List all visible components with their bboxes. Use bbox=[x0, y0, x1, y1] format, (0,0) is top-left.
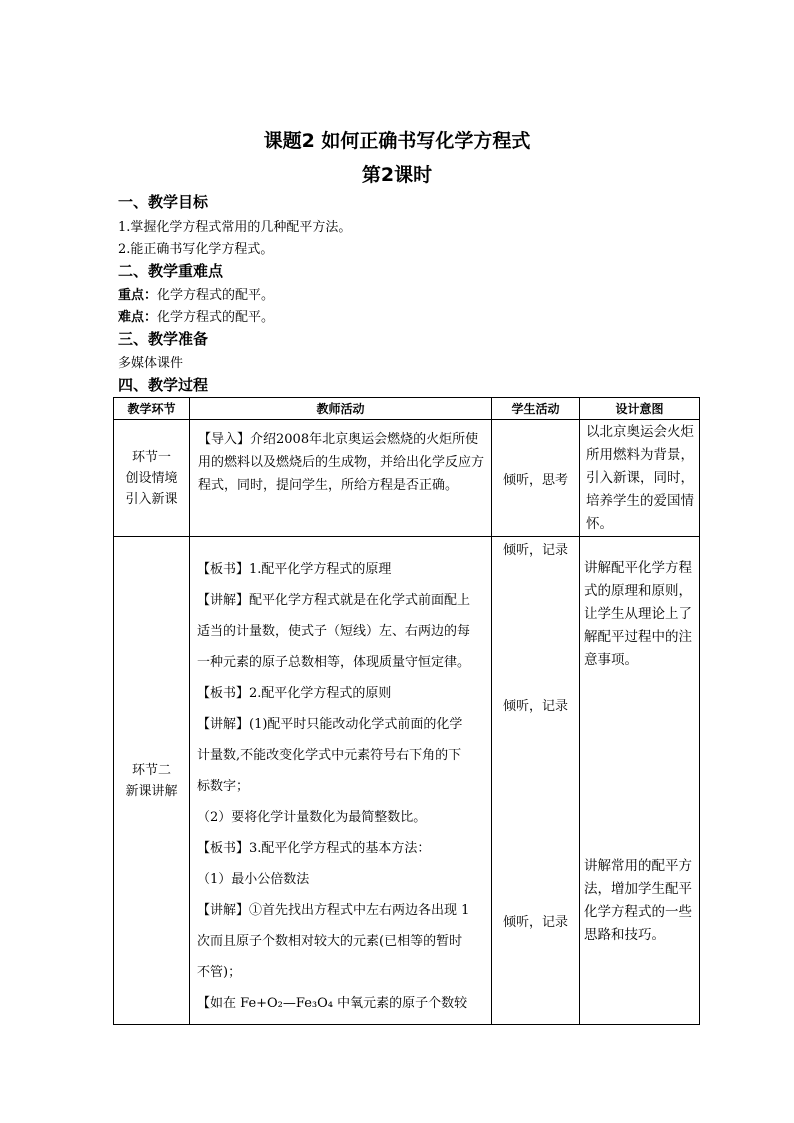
section-heading-process: 四、教学过程 bbox=[118, 376, 209, 394]
table-row bbox=[114, 537, 700, 1025]
header-stage: 教学环节 bbox=[114, 398, 190, 420]
activity-line: 【讲解】①首先找出方程式中左右两边各出现 1 bbox=[197, 903, 470, 918]
activity-line: 【讲解】(1)配平时只能改动化学式前面的化学 bbox=[197, 717, 463, 732]
design-intent-cell-1 bbox=[580, 420, 700, 537]
activity-line: 【讲解】配平化学方程式就是在化学式前面配上 bbox=[197, 593, 471, 608]
design-intent-cell-2 bbox=[580, 537, 700, 1025]
goal-item-1: 1.掌握化学方程式常用的几种配平方法。 bbox=[118, 220, 352, 235]
student-activity-cell-2 bbox=[492, 537, 580, 1025]
section-heading-preparation: 三、教学准备 bbox=[118, 330, 209, 348]
design-intent-2b: 讲解常用的配平方法，增加学生配平化学方程式的一些思路和技巧。 bbox=[584, 858, 692, 943]
teacher-activity-intro: 【导入】介绍2008年北京奥运会燃烧的火炬所使用的燃料以及燃烧后的生成物，并给出化学反应方程式，同时，提问学生，所给方程是否正确。 bbox=[198, 432, 485, 493]
stage-2-line-b: 新课讲解 bbox=[125, 783, 178, 799]
activity-line: 【板书】1.配平化学方程式的原理 bbox=[197, 562, 392, 577]
activity-line: 适当的计量数，使式子（短线）左、右两边的每 bbox=[197, 624, 471, 639]
activity-line: （2）要将化学计量数化为最简整数比。 bbox=[197, 810, 427, 825]
stage-2-line-a: 环节二 bbox=[131, 762, 171, 778]
teaching-process-table bbox=[113, 397, 700, 1025]
stage-1-line-b: 创设情境 bbox=[125, 470, 178, 486]
document-title: 课题2 如何正确书写化学方程式 bbox=[263, 130, 531, 152]
preparation-text: 多媒体课件 bbox=[118, 356, 184, 371]
difficulty-line bbox=[118, 306, 274, 325]
student-activity-cell-1: 倾听，思考 bbox=[492, 420, 580, 537]
table-header-row bbox=[114, 398, 700, 420]
activity-line: 不管)； bbox=[197, 965, 242, 980]
stage-cell-2 bbox=[114, 537, 190, 1025]
section-heading-key-points: 二、教学重难点 bbox=[118, 262, 224, 280]
activity-line: 【如在 Fe+O₂—Fe₃O₄ 中氧元素的原子个数较 bbox=[197, 996, 468, 1011]
header-student-activity: 学生活动 bbox=[492, 398, 580, 420]
table-row bbox=[114, 420, 700, 537]
stage-cell-1 bbox=[114, 420, 190, 537]
key-point-text: 化学方程式的配平。 bbox=[157, 288, 275, 303]
teacher-activity-cell-2 bbox=[190, 537, 492, 1025]
stage-1-line-a: 环节一 bbox=[131, 449, 171, 465]
difficulty-label: 难点： bbox=[118, 310, 158, 325]
teacher-activity-lines bbox=[197, 554, 485, 1019]
activity-line: 【板书】2.配平化学方程式的原则 bbox=[197, 686, 392, 701]
teacher-activity-cell-1 bbox=[190, 420, 492, 537]
key-point-label: 重点： bbox=[118, 288, 158, 303]
key-point-line bbox=[118, 284, 274, 303]
design-intent-1-text: 以北京奥运会火炬所用燃料为背景，引入新课，同时，培养学生的爱国情怀。 bbox=[586, 424, 694, 532]
activity-line: （1）最小公倍数法 bbox=[197, 872, 310, 887]
activity-line: 标数字； bbox=[197, 779, 250, 794]
activity-line: 计量数,不能改变化学式中元素符号右下角的下 bbox=[197, 748, 462, 763]
student-activity-2b: 倾听，记录 bbox=[502, 699, 568, 714]
activity-line: 【板书】3.配平化学方程式的基本方法： bbox=[197, 841, 431, 856]
document-subtitle: 第2课时 bbox=[361, 164, 433, 186]
student-activity-2c: 倾听，记录 bbox=[502, 915, 568, 930]
student-activity-2a: 倾听，记录 bbox=[502, 543, 568, 558]
difficulty-text: 化学方程式的配平。 bbox=[157, 310, 275, 325]
activity-line: 一种元素的原子总数相等，体现质量守恒定律。 bbox=[197, 655, 471, 670]
stage-1-line-c: 引入新课 bbox=[125, 491, 178, 507]
header-design-intent: 设计意图 bbox=[580, 398, 700, 420]
header-teacher-activity: 教师活动 bbox=[190, 398, 492, 420]
activity-line: 次而且原子个数相对较大的元素(已相等的暂时 bbox=[197, 934, 463, 949]
design-intent-2a: 讲解配平化学方程式的原理和原则，让学生从理论上了解配平过程中的注意事项。 bbox=[584, 560, 692, 668]
goal-item-2: 2.能正确书写化学方程式。 bbox=[118, 242, 274, 257]
section-heading-goals: 一、教学目标 bbox=[118, 193, 209, 211]
